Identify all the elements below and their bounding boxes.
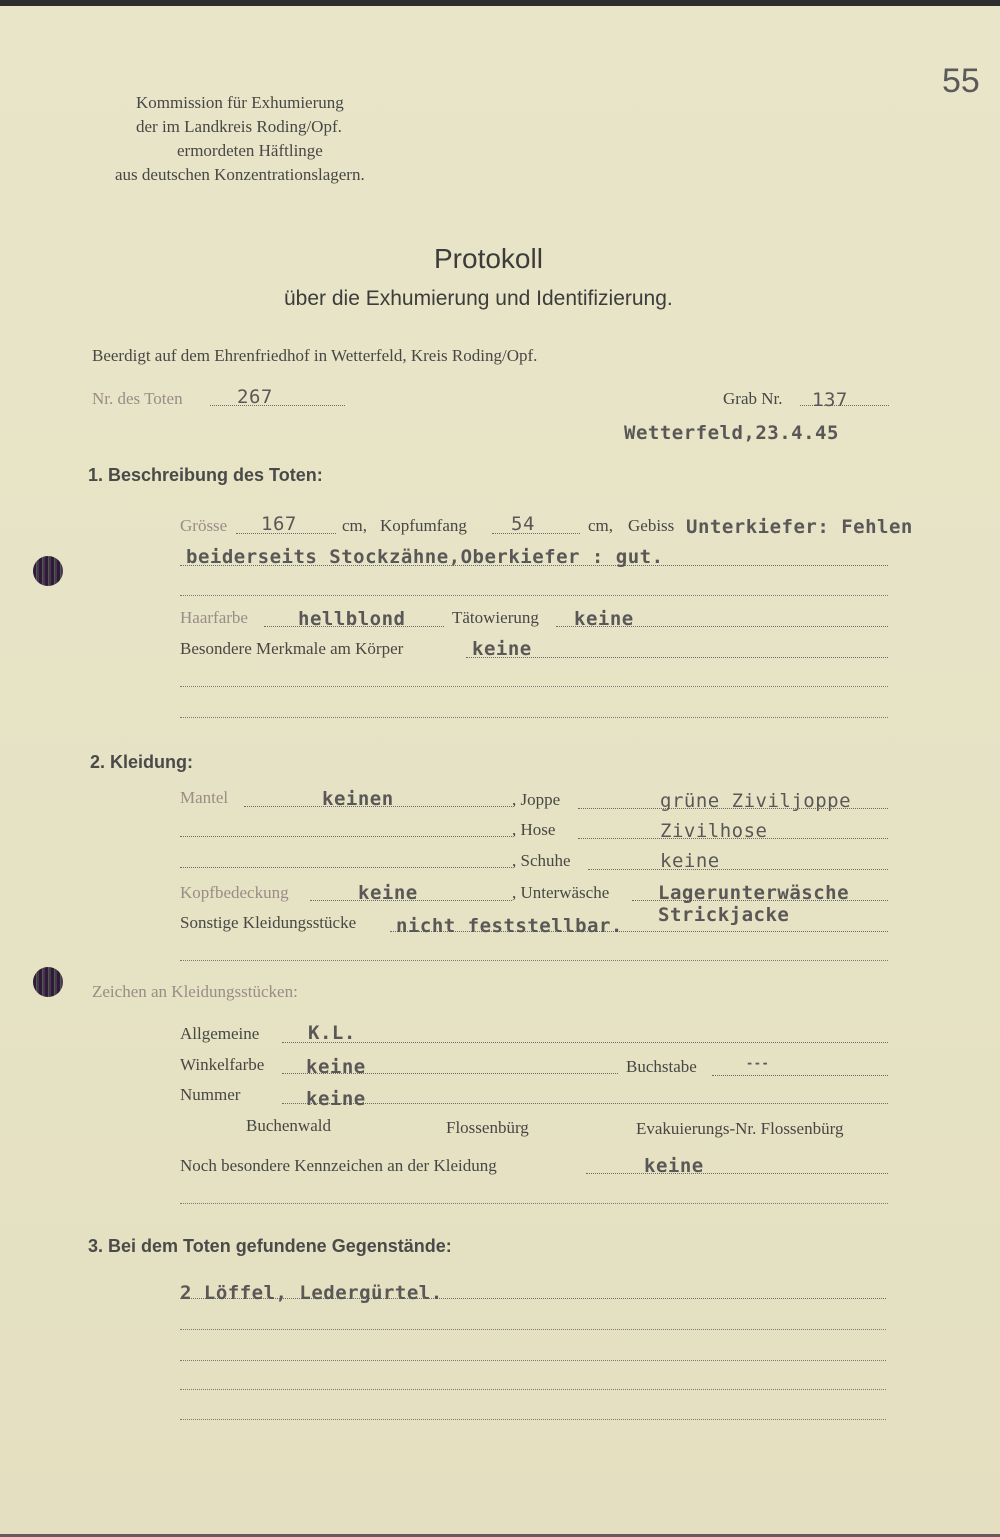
- tattoo-value: keine: [574, 608, 634, 630]
- headwear-value: keine: [358, 882, 418, 904]
- commission-line-4: aus deutschen Konzentrationslagern.: [115, 165, 365, 184]
- jacket-label: , Joppe: [512, 790, 561, 809]
- head-circumference-label: Kopfumfang: [380, 516, 467, 535]
- size-value: 167: [261, 513, 297, 535]
- evacuation-number-label: Evakuierungs-Nr. Flossenbürg: [636, 1119, 844, 1138]
- camp-flossenbuerg: Flossenbürg: [446, 1118, 529, 1137]
- other-clothing-value-2: Strickjacke: [658, 904, 790, 926]
- head-unit: cm,: [588, 516, 614, 535]
- signs-heading: Zeichen an Kleidungsstücken:: [92, 982, 298, 1001]
- jacket-value: grüne Ziviljoppe: [660, 790, 852, 812]
- commission-line-1: Kommission für Exhumierung: [136, 93, 344, 112]
- trousers-value: Zivilhose: [660, 820, 768, 842]
- number-label: Nummer: [180, 1085, 241, 1104]
- special-marks-label: Noch besondere Kennzeichen an der Kleidung: [180, 1156, 497, 1175]
- trousers-label: , Hose: [512, 820, 556, 839]
- teeth-label: Gebiss: [628, 516, 675, 535]
- section-3-heading: 3. Bei dem Toten gefundene Gegenstände:: [88, 1236, 452, 1256]
- commission-line-2: der im Landkreis Roding/Opf.: [136, 117, 342, 136]
- hair-color-label: Haarfarbe: [180, 608, 248, 627]
- place-date: Wetterfeld,23.4.45: [624, 422, 839, 444]
- scan-top-border: [0, 0, 1000, 6]
- general-label: Allgemeine: [180, 1024, 260, 1043]
- general-value: K.L.: [308, 1022, 356, 1044]
- underwear-label: , Unterwäsche: [512, 883, 610, 902]
- section-1-heading: 1. Beschreibung des Toten:: [88, 465, 323, 485]
- grave-number-value: 137: [812, 389, 848, 411]
- special-marks-value: keine: [644, 1155, 704, 1177]
- punch-hole-icon: [33, 967, 63, 997]
- teeth-value-continued: beiderseits Stockzähne,Oberkiefer : gut.: [186, 546, 664, 568]
- section-2-heading: 2. Kleidung:: [90, 752, 193, 772]
- found-items-value: 2 Löffel, Ledergürtel.: [180, 1282, 443, 1304]
- shoes-label: , Schuhe: [512, 851, 571, 870]
- other-clothing-label: Sonstige Kleidungsstücke: [180, 913, 357, 932]
- coat-label: Mantel: [180, 788, 229, 807]
- page-subtitle: über die Exhumierung und Identifizierung.: [284, 287, 673, 310]
- dead-number-value: 267: [237, 386, 273, 408]
- coat-value: keinen: [322, 788, 394, 810]
- shoes-value: keine: [660, 850, 720, 872]
- punch-hole-icon: [33, 556, 63, 586]
- head-circumference-value: 54: [511, 513, 535, 535]
- camp-buchenwald: Buchenwald: [246, 1116, 331, 1135]
- headwear-label: Kopfbedeckung: [180, 883, 289, 902]
- size-label: Grösse: [180, 516, 228, 535]
- teeth-value: Unterkiefer: Fehlen: [686, 516, 913, 538]
- grave-number-label: Grab Nr.: [723, 389, 783, 408]
- body-marks-value: keine: [472, 638, 532, 660]
- hair-color-value: hellblond: [298, 608, 406, 630]
- size-unit: cm,: [342, 516, 368, 535]
- angle-color-label: Winkelfarbe: [180, 1055, 265, 1074]
- page-title: Protokoll: [434, 243, 543, 274]
- other-clothing-value: nicht feststellbar.: [396, 915, 623, 937]
- page-number: 55: [942, 62, 980, 100]
- tattoo-label: Tätowierung: [452, 608, 539, 627]
- number-value: keine: [306, 1088, 366, 1110]
- burial-place: Beerdigt auf dem Ehrenfriedhof in Wetterfeld, Kreis Roding/Opf.: [92, 346, 538, 365]
- body-marks-label: Besondere Merkmale am Körper: [180, 639, 404, 658]
- commission-line-3: ermordeten Häftlinge: [177, 141, 323, 160]
- letter-value: ---: [746, 1056, 770, 1070]
- underwear-value: Lagerunterwäsche: [658, 882, 850, 904]
- letter-label: Buchstabe: [626, 1057, 697, 1076]
- angle-color-value: keine: [306, 1056, 366, 1078]
- dead-number-label: Nr. des Toten: [92, 389, 183, 408]
